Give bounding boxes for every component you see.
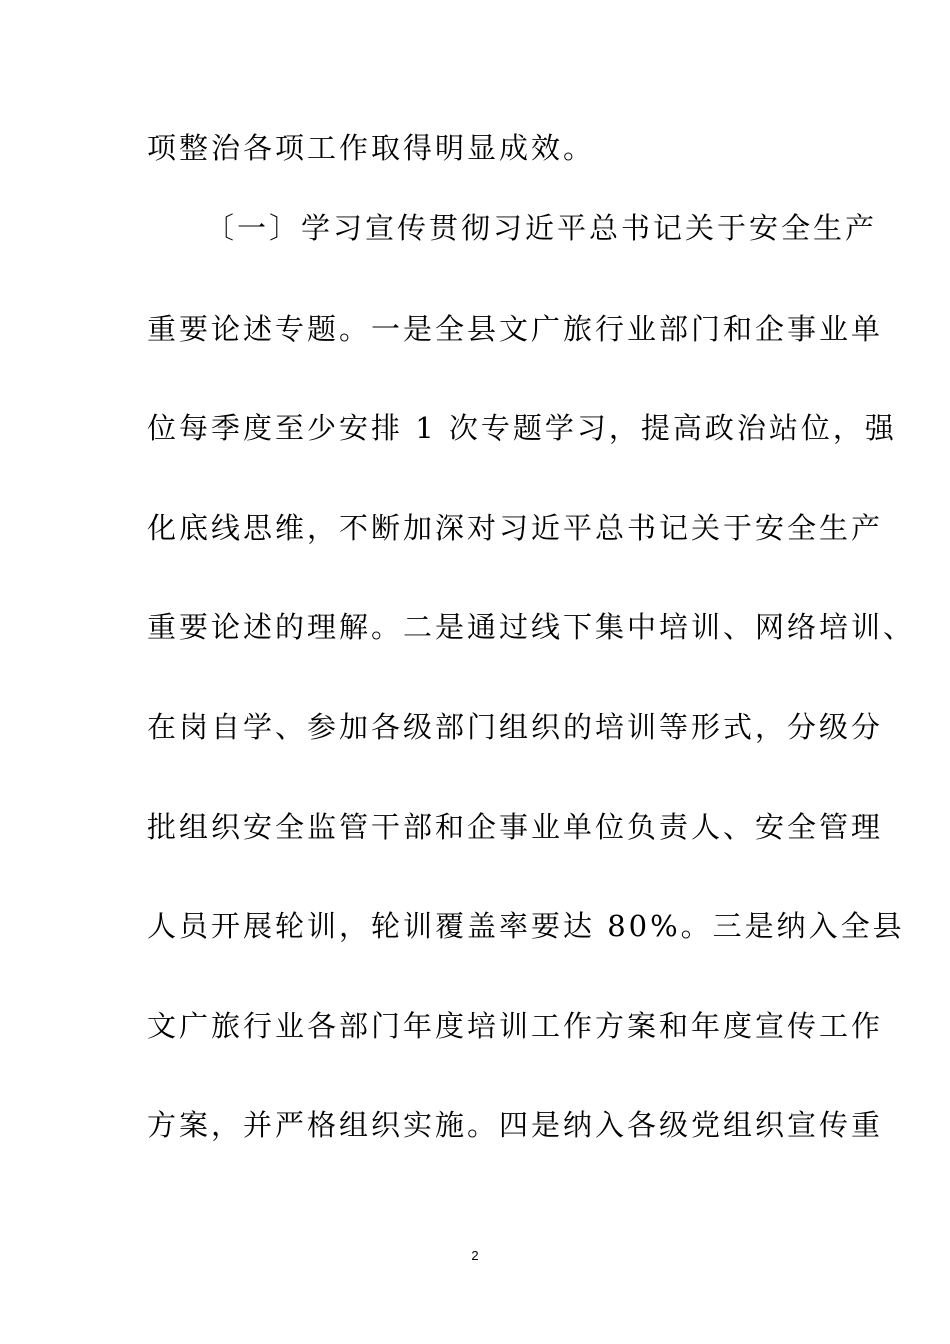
page-number: 2	[471, 1248, 479, 1263]
text-line-8: 批组织安全监管干部和企事业单位负责人、安全管理	[147, 810, 884, 844]
text-line-7: 在岗自学、参加各级部门组织的培训等形式，分级分	[147, 710, 884, 744]
text-line-9: 人员开展轮训，轮训覆盖率要达 80%。三是纳入全县	[147, 909, 905, 943]
section-heading: 〔一〕学习宣传贯彻习近平总书记关于安全生产	[205, 211, 878, 245]
text-line-3: 重要论述专题。一是全县文广旅行业部门和企事业单	[147, 312, 884, 346]
text-line-4: 位每季度至少安排 1 次专题学习，提高政治站位，强	[147, 411, 897, 445]
text-line-5: 化底线思维，不断加深对习近平总书记关于安全生产	[147, 511, 884, 545]
text-line-11: 方案，并严格组织实施。四是纳入各级党组织宣传重	[147, 1108, 884, 1142]
text-line-10: 文广旅行业各部门年度培训工作方案和年度宣传工作	[147, 1009, 884, 1043]
text-line-6: 重要论述的理解。二是通过线下集中培训、网络培训、	[147, 610, 916, 644]
text-line-1: 项整治各项工作取得明显成效。	[147, 131, 596, 165]
